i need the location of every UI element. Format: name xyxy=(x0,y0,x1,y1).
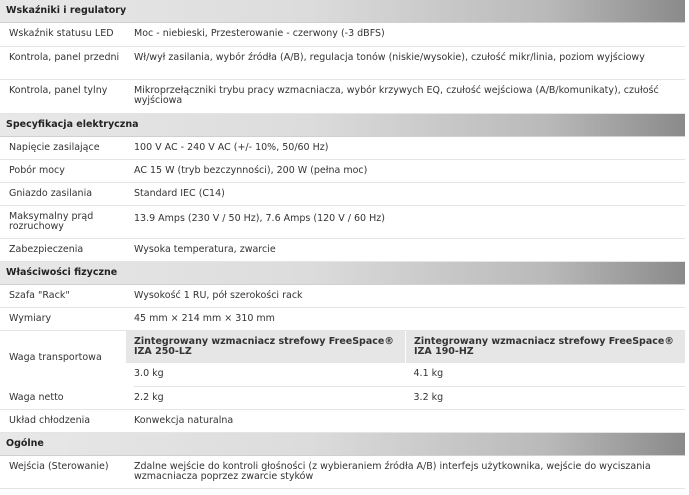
row-label: Szafa "Rack" xyxy=(9,290,70,301)
net-weight-b: 3.2 kg xyxy=(413,392,444,403)
table-row xyxy=(0,47,685,80)
row-label: Waga transportowa xyxy=(9,352,102,363)
shipping-weight-a: 3.0 kg xyxy=(134,368,164,379)
table-row xyxy=(0,308,685,331)
row-value: 45 mm × 214 mm × 310 mm xyxy=(134,313,275,324)
table-row xyxy=(0,206,685,239)
row-value: Mikroprzełączniki trybu pracy wzmacniacza, wybór krzywych EQ, czułość wejściowa (A/B/komunikaty), czułość wyjściowa xyxy=(134,85,659,106)
row-label: Gniazdo zasilania xyxy=(9,188,93,199)
row-label: Układ chłodzenia xyxy=(9,415,91,426)
table-row-net-weight xyxy=(0,387,685,410)
table-row xyxy=(0,23,685,47)
weight-columns xyxy=(126,331,685,386)
row-value: Konwekcja naturalna xyxy=(134,415,234,426)
section-header-physical: Właściwości fizyczne xyxy=(0,262,685,285)
table-row xyxy=(0,456,685,489)
table-row xyxy=(0,137,685,160)
table-row xyxy=(0,160,685,183)
row-value: 100 V AC - 240 V AC (+/- 10%, 50/60 Hz) xyxy=(134,142,329,153)
row-label: Kontrola, panel przedni xyxy=(9,52,120,63)
section-header-general: Ogólne xyxy=(0,433,685,456)
section-header-indicators: Wskaźniki i regulatory xyxy=(0,0,685,23)
row-label: Kontrola, panel tylny xyxy=(9,85,108,96)
table-row xyxy=(0,239,685,262)
row-label: Napięcie zasilające xyxy=(9,142,100,153)
table-row xyxy=(0,410,685,433)
table-row xyxy=(0,183,685,206)
row-value: Moc - niebieski, Przesterowanie - czerwony (-3 dBFS) xyxy=(134,28,385,39)
row-value: AC 15 W (tryb bezczynności), 200 W (pełna moc) xyxy=(134,165,368,176)
product-header-iza-250-lz: Zintegrowany wzmacniacz strefowy FreeSpace® IZA 250-LZ xyxy=(126,331,405,363)
row-label: Zabezpieczenia xyxy=(9,244,84,255)
net-weight-a: 2.2 kg xyxy=(134,392,164,403)
row-value: Wysokość 1 RU, pół szerokości rack xyxy=(134,290,303,301)
shipping-weight-values xyxy=(126,363,685,386)
row-value: 13.9 Amps (230 V / 50 Hz), 7.6 Amps (120 V / 60 Hz) xyxy=(134,213,385,224)
product-header-iza-190-hz: Zintegrowany wzmacniacz strefowy FreeSpace® IZA 190-HZ xyxy=(406,331,685,363)
row-value: Wysoka temperatura, zwarcie xyxy=(134,244,276,255)
shipping-weight-b: 4.1 kg xyxy=(413,368,444,379)
row-label: Wejścia (Sterowanie) xyxy=(9,461,109,472)
table-row-shipping-weight xyxy=(0,331,685,386)
row-value: Wł/wył zasilania, wybór źródła (A/B), regulacja tonów (niskie/wysokie), czułość mikr/linia, poziom wyjściowy xyxy=(134,52,645,63)
section-header-electrical: Specyfikacja elektryczna xyxy=(0,114,685,137)
table-row xyxy=(0,80,685,114)
net-weight-values xyxy=(126,387,685,409)
row-label: Waga netto xyxy=(9,392,64,403)
row-label: Wskaźnik statusu LED xyxy=(9,28,114,39)
weight-subheader-row xyxy=(126,331,685,363)
row-label: Wymiary xyxy=(9,313,52,324)
row-value: Zdalne wejście do kontroli głośności (z wybieraniem źródła A/B) interfejs użytkownika, wejście do wyciszania wzmacniacza poprzez zwarcie styków xyxy=(134,461,651,482)
row-label: Pobór mocy xyxy=(9,165,65,176)
row-label: Maksymalny prąd rozruchowy xyxy=(9,211,94,232)
table-row xyxy=(0,285,685,308)
row-value: Standard IEC (C14) xyxy=(134,188,225,199)
